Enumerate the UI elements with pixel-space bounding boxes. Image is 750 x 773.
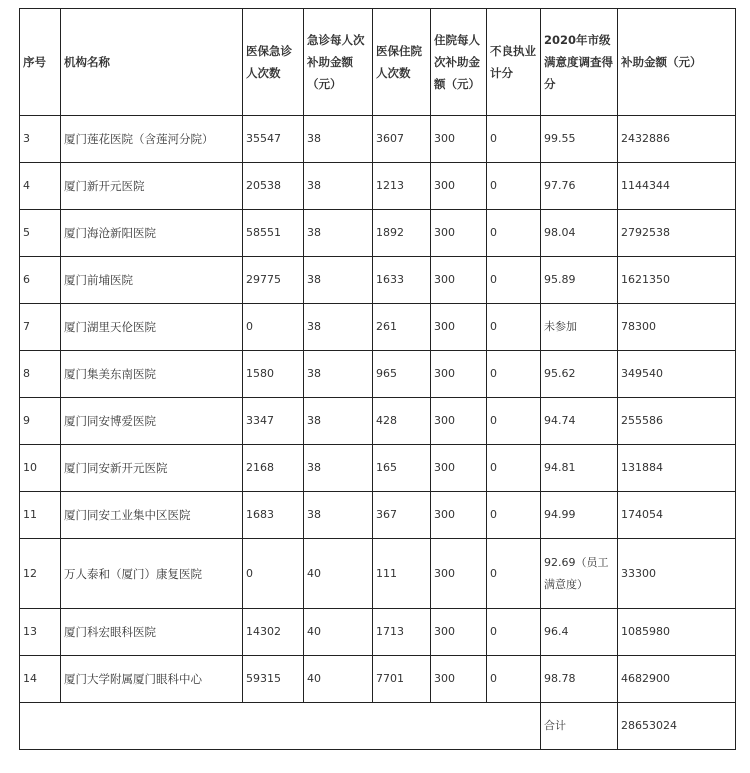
- cell-bad-practice: 0: [487, 163, 541, 210]
- cell-amount: 131884: [618, 445, 736, 492]
- cell-amount: 2792538: [618, 210, 736, 257]
- cell-no: 9: [20, 398, 61, 445]
- cell-er-subsidy: 38: [304, 210, 373, 257]
- cell-inpatient-count: 1213: [373, 163, 431, 210]
- header-no: 序号: [20, 9, 61, 116]
- cell-er-subsidy: 40: [304, 609, 373, 656]
- table-row: [20, 609, 736, 656]
- cell-er-subsidy: 38: [304, 492, 373, 539]
- cell-satisfaction: 94.74: [541, 398, 618, 445]
- cell-inpatient-count: 261: [373, 304, 431, 351]
- cell-name: 厦门新开元医院: [61, 163, 243, 210]
- cell-er-count: 0: [243, 539, 304, 609]
- cell-inpatient-count: 111: [373, 539, 431, 609]
- cell-er-count: 35547: [243, 116, 304, 163]
- cell-no: 10: [20, 445, 61, 492]
- cell-name: 厦门莲花医院（含莲河分院）: [61, 116, 243, 163]
- cell-bad-practice: 0: [487, 656, 541, 703]
- cell-inpatient-subsidy: 300: [431, 210, 487, 257]
- cell-er-subsidy: 38: [304, 304, 373, 351]
- table-row: [20, 116, 736, 163]
- cell-er-count: 1683: [243, 492, 304, 539]
- cell-inpatient-count: 428: [373, 398, 431, 445]
- cell-amount: 255586: [618, 398, 736, 445]
- cell-no: 13: [20, 609, 61, 656]
- cell-amount: 2432886: [618, 116, 736, 163]
- cell-bad-practice: 0: [487, 210, 541, 257]
- header-satisfaction: 2020年市级满意度调查得分: [541, 9, 618, 116]
- total-amount: 28653024: [618, 703, 736, 750]
- cell-er-subsidy: 38: [304, 163, 373, 210]
- cell-er-subsidy: 38: [304, 116, 373, 163]
- cell-name: 厦门大学附属厦门眼科中心: [61, 656, 243, 703]
- cell-name: 厦门同安新开元医院: [61, 445, 243, 492]
- total-blank: [20, 703, 541, 750]
- header-bad-practice: 不良执业计分: [487, 9, 541, 116]
- cell-no: 4: [20, 163, 61, 210]
- cell-amount: 1144344: [618, 163, 736, 210]
- cell-amount: 349540: [618, 351, 736, 398]
- cell-satisfaction: 97.76: [541, 163, 618, 210]
- cell-bad-practice: 0: [487, 609, 541, 656]
- cell-inpatient-subsidy: 300: [431, 445, 487, 492]
- cell-satisfaction: 98.04: [541, 210, 618, 257]
- cell-inpatient-count: 965: [373, 351, 431, 398]
- cell-inpatient-subsidy: 300: [431, 116, 487, 163]
- cell-no: 12: [20, 539, 61, 609]
- cell-satisfaction: 95.89: [541, 257, 618, 304]
- table-row: [20, 445, 736, 492]
- cell-inpatient-count: 1633: [373, 257, 431, 304]
- cell-inpatient-count: 3607: [373, 116, 431, 163]
- cell-satisfaction: 未参加: [541, 304, 618, 351]
- cell-inpatient-count: 165: [373, 445, 431, 492]
- header-row: [20, 9, 736, 116]
- header-er-count: 医保急诊人次数: [243, 9, 304, 116]
- cell-no: 14: [20, 656, 61, 703]
- table-row: [20, 210, 736, 257]
- cell-name: 厦门科宏眼科医院: [61, 609, 243, 656]
- cell-bad-practice: 0: [487, 116, 541, 163]
- cell-inpatient-subsidy: 300: [431, 492, 487, 539]
- cell-name: 厦门集美东南医院: [61, 351, 243, 398]
- cell-name: 厦门海沧新阳医院: [61, 210, 243, 257]
- header-inpatient-count: 医保住院人次数: [373, 9, 431, 116]
- cell-no: 3: [20, 116, 61, 163]
- header-inpatient-subsidy: 住院每人次补助金额（元）: [431, 9, 487, 116]
- table-row: [20, 398, 736, 445]
- table-row: [20, 163, 736, 210]
- cell-inpatient-subsidy: 300: [431, 304, 487, 351]
- cell-satisfaction: 94.99: [541, 492, 618, 539]
- cell-er-subsidy: 38: [304, 445, 373, 492]
- cell-no: 8: [20, 351, 61, 398]
- cell-bad-practice: 0: [487, 351, 541, 398]
- cell-er-subsidy: 38: [304, 351, 373, 398]
- cell-amount: 4682900: [618, 656, 736, 703]
- table-row: [20, 304, 736, 351]
- cell-er-count: 20538: [243, 163, 304, 210]
- cell-satisfaction: 99.55: [541, 116, 618, 163]
- cell-inpatient-subsidy: 300: [431, 351, 487, 398]
- header-name: 机构名称: [61, 9, 243, 116]
- table-row: [20, 539, 736, 609]
- cell-er-count: 29775: [243, 257, 304, 304]
- cell-satisfaction: 96.4: [541, 609, 618, 656]
- cell-inpatient-count: 1713: [373, 609, 431, 656]
- cell-inpatient-subsidy: 300: [431, 656, 487, 703]
- table-row: [20, 257, 736, 304]
- cell-inpatient-subsidy: 300: [431, 609, 487, 656]
- cell-er-count: 3347: [243, 398, 304, 445]
- cell-inpatient-subsidy: 300: [431, 398, 487, 445]
- cell-amount: 1085980: [618, 609, 736, 656]
- header-amount: 补助金额（元）: [618, 9, 736, 116]
- table-row: [20, 492, 736, 539]
- cell-satisfaction: 95.62: [541, 351, 618, 398]
- cell-satisfaction: 92.69（员工满意度）: [541, 539, 618, 609]
- table-row: [20, 351, 736, 398]
- table-row: [20, 656, 736, 703]
- cell-amount: 33300: [618, 539, 736, 609]
- cell-no: 11: [20, 492, 61, 539]
- cell-er-subsidy: 38: [304, 398, 373, 445]
- cell-satisfaction: 94.81: [541, 445, 618, 492]
- cell-er-subsidy: 38: [304, 257, 373, 304]
- cell-er-subsidy: 40: [304, 656, 373, 703]
- cell-name: 厦门前埔医院: [61, 257, 243, 304]
- cell-name: 厦门同安博爱医院: [61, 398, 243, 445]
- cell-bad-practice: 0: [487, 398, 541, 445]
- cell-er-subsidy: 40: [304, 539, 373, 609]
- cell-bad-practice: 0: [487, 492, 541, 539]
- cell-amount: 1621350: [618, 257, 736, 304]
- cell-er-count: 0: [243, 304, 304, 351]
- cell-inpatient-subsidy: 300: [431, 257, 487, 304]
- cell-bad-practice: 0: [487, 445, 541, 492]
- total-label: 合计: [541, 703, 618, 750]
- cell-er-count: 59315: [243, 656, 304, 703]
- cell-amount: 78300: [618, 304, 736, 351]
- cell-er-count: 14302: [243, 609, 304, 656]
- cell-inpatient-count: 367: [373, 492, 431, 539]
- cell-er-count: 2168: [243, 445, 304, 492]
- cell-satisfaction: 98.78: [541, 656, 618, 703]
- cell-name: 厦门湖里天伦医院: [61, 304, 243, 351]
- cell-bad-practice: 0: [487, 304, 541, 351]
- cell-inpatient-subsidy: 300: [431, 163, 487, 210]
- header-er-subsidy: 急诊每人次补助金额（元）: [304, 9, 373, 116]
- cell-amount: 174054: [618, 492, 736, 539]
- cell-name: 万人泰和（厦门）康复医院: [61, 539, 243, 609]
- total-row: [20, 703, 736, 750]
- cell-inpatient-count: 7701: [373, 656, 431, 703]
- cell-er-count: 58551: [243, 210, 304, 257]
- cell-bad-practice: 0: [487, 257, 541, 304]
- subsidy-table: [19, 8, 736, 750]
- cell-er-count: 1580: [243, 351, 304, 398]
- cell-inpatient-count: 1892: [373, 210, 431, 257]
- cell-no: 5: [20, 210, 61, 257]
- cell-no: 6: [20, 257, 61, 304]
- cell-no: 7: [20, 304, 61, 351]
- cell-bad-practice: 0: [487, 539, 541, 609]
- cell-inpatient-subsidy: 300: [431, 539, 487, 609]
- cell-name: 厦门同安工业集中区医院: [61, 492, 243, 539]
